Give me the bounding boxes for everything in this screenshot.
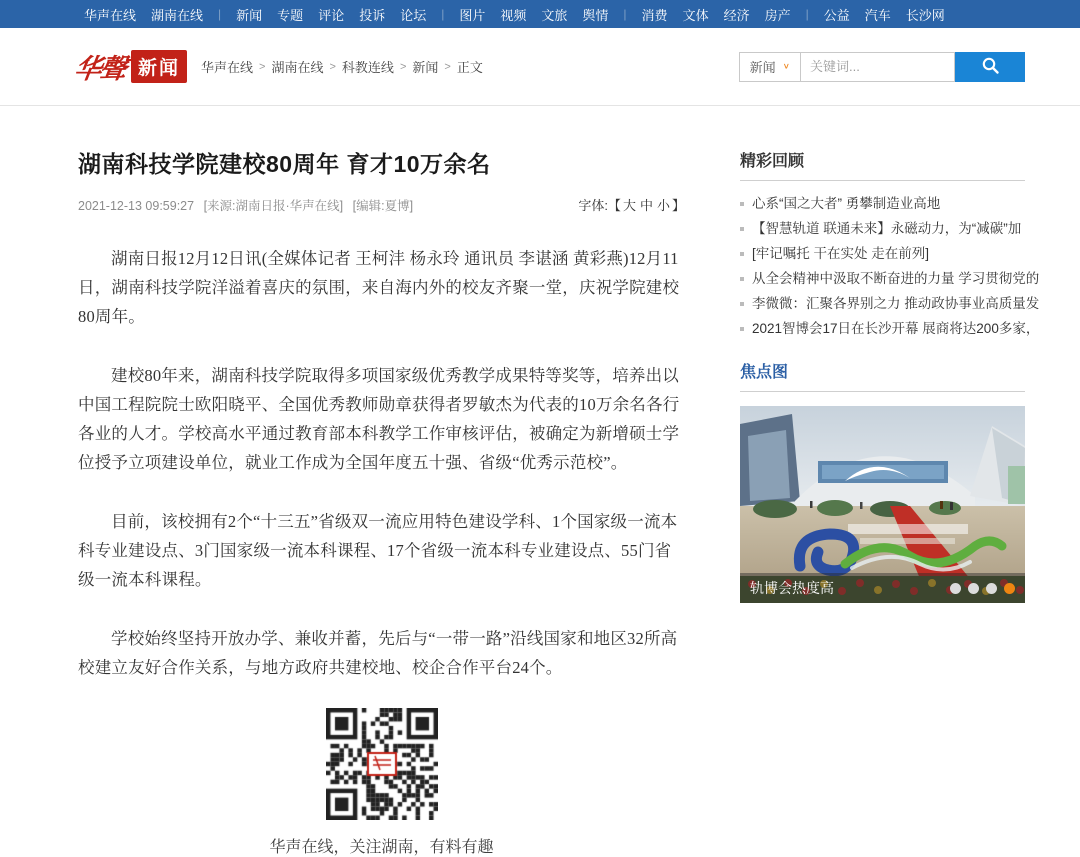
search-icon [981,56,1000,78]
carousel-dot[interactable] [986,583,997,594]
article-datetime: 2021-12-13 09:59:27 [78,199,195,213]
font-size-large[interactable]: 大 [622,198,636,213]
nav-item-economy[interactable]: 经济 [723,7,750,23]
logo-badge: 新闻 [131,50,187,83]
breadcrumb-separator: > [444,60,451,73]
focus-caption-bar [740,573,1025,603]
nav-item-culture-travel[interactable]: 文旅 [541,7,568,23]
font-size-label: 字体:【 [578,198,621,213]
nav-item-hnonline[interactable]: 湖南在线 [151,7,204,23]
sidebar-review-item-label: 2021智博会17日在长沙开幕 展商将达200多家， [752,321,1040,336]
article-editor: [编辑:夏博] [352,199,414,213]
qr-caption: 华声在线，关注湖南，有料有趣 [269,839,494,856]
sidebar [740,106,1040,857]
bullet-icon [740,302,744,306]
article-meta [78,195,685,214]
nav-separator: | [218,7,222,21]
carousel-dots [950,583,1015,594]
carousel-dot-active[interactable] [1004,583,1015,594]
bullet-icon [740,277,744,281]
nav-item-comment[interactable]: 评论 [318,7,345,23]
article-column [78,106,685,857]
focus-carousel-slide[interactable] [740,406,1025,603]
nav-item-news[interactable]: 新闻 [236,7,263,23]
carousel-dot[interactable] [968,583,979,594]
font-size-small[interactable]: 小 [656,198,670,213]
search-category-value: 新闻 [749,60,776,75]
article-meta-left [78,196,419,214]
bullet-icon [740,227,744,231]
nav-item-consumption[interactable]: 消费 [641,7,668,23]
sidebar-review-item[interactable] [740,291,1040,316]
sidebar-review-item-label: 李微微：汇聚各界别之力 推动政协事业高质量发 [752,296,1040,311]
nav-item-opinion[interactable]: 舆情 [582,7,609,23]
sidebar-focus-title[interactable]: 焦点图 [740,359,1025,392]
nav-item-sports[interactable]: 文体 [682,7,709,23]
article-paragraph: 建校80年来，湖南科技学院取得多项国家级优秀教学成果特等奖等，培养出以中国工程院院士欧阳晓平、全国优秀教师勋章获得者罗敏杰为代表的10万余名各行各业的人才。学校高水平通过教育部本科教学工作审核评估，被确定为新增硕士学位授予立项建设单位，就业工作成为全国年度五十强、省级“优秀示范校”。 [78,366,680,472]
nav-separator: | [441,7,445,21]
font-size-medium[interactable]: 中 [639,198,653,213]
font-size-widget [578,195,685,214]
breadcrumb-separator: > [329,60,336,73]
carousel-dot[interactable] [950,583,961,594]
breadcrumb-item-hnonline[interactable]: 湖南在线 [271,60,324,75]
article-paragraph: 目前，该校拥有2个“十三五”省级双一流应用特色建设学科、1个国家级一流本科专业建设点、3门国家级一流本科课程、17个省级一流本科专业建设点、55门省级一流本科课程。 [78,512,678,589]
article-paragraph: 学校始终坚持开放办学、兼收并蓄，先后与“一带一路”沿线国家和地区32所高校建立友好合作关系，与地方政府共建校地、校企合作平台24个。 [78,629,678,677]
sidebar-review-title: 精彩回顾 [740,148,1025,181]
nav-item-hsonline[interactable]: 华声在线 [84,7,137,23]
sidebar-review-item-label: 从全会精神中汲取不断奋进的力量 学习贯彻党的 [752,271,1040,286]
breadcrumb-item-scitech[interactable]: 科教连线 [341,60,394,75]
article-source: [来源:湖南日报·华声在线] [203,199,344,213]
bullet-icon [740,202,744,206]
bullet-icon [740,252,744,256]
breadcrumb-item-news[interactable]: 新闻 [412,60,439,75]
sidebar-review-list [740,191,1040,341]
qr-code-wrap [78,708,685,820]
breadcrumb [201,57,483,76]
nav-item-realestate[interactable]: 房产 [764,7,791,23]
sidebar-review-item-label: 【智慧轨道 联通未来】永磁动力，为“减碳”加 [752,221,1022,236]
site-header [0,28,1080,106]
nav-item-topics[interactable]: 专题 [277,7,304,23]
breadcrumb-separator: > [259,60,266,73]
breadcrumb-item-article: 正文 [456,60,483,75]
article-body [78,244,685,682]
search-input[interactable] [800,52,955,82]
nav-separator: | [805,7,809,21]
sidebar-review-item-label: [牢记嘱托 干在实处 走在前列] [752,246,930,261]
sidebar-review-item[interactable] [740,241,1025,266]
nav-item-changsha[interactable]: 长沙网 [905,7,945,23]
qr-code [326,708,438,820]
nav-item-forum[interactable]: 论坛 [400,7,427,23]
sidebar-review-item-label: 心系“国之大者” 勇攀制造业高地 [752,196,941,211]
main-content [0,106,1080,857]
nav-item-auto[interactable]: 汽车 [864,7,891,23]
search-category-select[interactable] [739,52,800,82]
nav-separator: | [623,7,627,21]
sidebar-review-item[interactable] [740,216,1025,241]
chevron-down-icon: ∨ [782,62,790,71]
top-nav [0,0,1080,28]
breadcrumb-separator: > [399,60,407,73]
nav-item-charity[interactable]: 公益 [823,7,850,23]
nav-item-complaint[interactable]: 投诉 [359,7,386,23]
article-title: 湖南科技学院建校80周年 育才10万余名 [78,151,491,177]
sidebar-review-item[interactable] [740,316,1040,341]
breadcrumb-item-hsonline[interactable]: 华声在线 [201,60,254,75]
article-paragraph: 湖南日报12月12日讯(全媒体记者 王柯沣 杨永玲 通讯员 李谌涵 黄彩燕)12月11日，湖南科技学院洋溢着喜庆的氛围，来自海内外的校友齐聚一堂，庆祝学院建校80周年。 [78,249,680,326]
search-button[interactable] [955,52,1025,82]
site-logo[interactable] [72,47,187,86]
focus-caption: 轨博会热度高 [750,580,834,596]
font-size-suffix: 】 [671,198,685,213]
logo-calligraphy: 华聲 [72,54,127,85]
nav-item-video[interactable]: 视频 [500,7,527,23]
bullet-icon [740,327,744,331]
sidebar-review-item[interactable] [740,266,1040,291]
nav-item-pictures[interactable]: 图片 [459,7,486,23]
sidebar-review-item[interactable] [740,191,1025,216]
search-bar [739,52,1025,82]
